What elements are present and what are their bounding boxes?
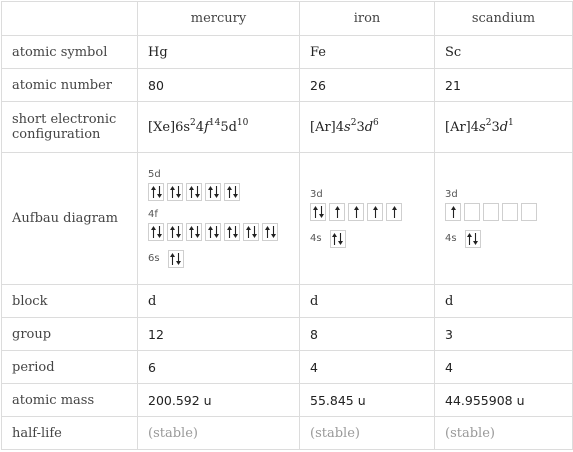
cell-value: 4 — [300, 351, 435, 384]
arrow-down-icon — [473, 233, 478, 245]
orbital-boxes — [445, 203, 562, 221]
orbital-box — [243, 223, 259, 241]
column-header-scandium: scandium — [435, 2, 573, 36]
config-scandium — [435, 102, 573, 153]
orbital-box — [148, 223, 164, 241]
orbital-box — [224, 223, 240, 241]
config-text: [Ar]4 — [445, 119, 480, 135]
arrow-down-icon — [176, 253, 181, 265]
arrow-up-icon — [354, 206, 359, 218]
orbital-box — [465, 230, 481, 248]
cell-value: 200.592 u — [138, 384, 300, 417]
row-label-aufbau: Aufbau diagram — [2, 153, 138, 285]
orbital-box — [330, 230, 346, 248]
row-label-electronic-configuration — [2, 102, 138, 153]
orbital-boxes — [465, 230, 484, 248]
config-text: [Xe]6s — [148, 119, 191, 135]
orbital-boxes — [330, 230, 349, 248]
cell-value: Sc — [435, 36, 573, 69]
orbital-label: 3d — [445, 188, 458, 200]
arrow-up-icon — [373, 206, 378, 218]
arrow-down-icon — [157, 226, 162, 238]
arrow-up-icon — [189, 226, 194, 238]
config-mercury — [138, 102, 300, 153]
orbital-label: 3d — [310, 188, 323, 200]
config-text: 3 — [356, 119, 365, 135]
cell-value: (stable) — [435, 417, 573, 450]
config-text: 4 — [195, 119, 205, 135]
config-text: d — [499, 119, 509, 135]
label-line: configuration — [12, 127, 101, 142]
table-row — [2, 351, 573, 384]
arrow-up-icon — [208, 186, 213, 198]
aufbau-diagram — [310, 190, 424, 248]
aufbau-diagram — [148, 170, 289, 268]
config-text: s — [344, 119, 351, 135]
orbital-group — [310, 190, 424, 221]
row-label-half-life: half-life — [2, 417, 138, 450]
cell-value: 44.955908 u — [435, 384, 573, 417]
config-text: d — [364, 119, 374, 135]
row-label-block: block — [2, 285, 138, 318]
arrow-up-icon — [208, 226, 213, 238]
arrow-up-icon — [246, 226, 251, 238]
orbital-box — [168, 250, 184, 268]
config-text: s — [479, 119, 486, 135]
orbital-box — [483, 203, 499, 221]
table-row — [2, 384, 573, 417]
table-row — [2, 102, 573, 153]
arrow-down-icon — [214, 186, 219, 198]
cell-value: Fe — [300, 36, 435, 69]
orbital-box — [386, 203, 402, 221]
config-exp: 1 — [508, 117, 514, 128]
orbital-group — [148, 170, 289, 201]
table-row — [2, 153, 573, 285]
orbital-box — [502, 203, 518, 221]
orbital-boxes — [168, 250, 187, 268]
orbital-box — [464, 203, 480, 221]
arrow-down-icon — [271, 226, 276, 238]
orbital-label: 4s — [445, 232, 457, 244]
cell-value: 55.845 u — [300, 384, 435, 417]
orbital-box — [167, 183, 183, 201]
cell-value: Hg — [138, 36, 300, 69]
arrow-up-icon — [332, 233, 337, 245]
arrow-up-icon — [151, 226, 156, 238]
cell-value: 80 — [138, 69, 300, 102]
row-label-atomic-symbol: atomic symbol — [2, 36, 138, 69]
orbital-label: 4s — [310, 232, 322, 244]
table-row — [2, 318, 573, 351]
row-label-atomic-number: atomic number — [2, 69, 138, 102]
orbital-box — [310, 203, 326, 221]
arrow-down-icon — [338, 233, 343, 245]
header-row — [2, 2, 573, 36]
orbital-box — [186, 223, 202, 241]
config-text: 5d — [220, 119, 237, 135]
config-exp: 14 — [208, 117, 221, 128]
orbital-group — [310, 230, 424, 248]
orbital-box — [367, 203, 383, 221]
config-exp: 6 — [373, 117, 379, 128]
row-label-atomic-mass: atomic mass — [2, 384, 138, 417]
orbital-group — [445, 230, 562, 248]
arrow-up-icon — [451, 206, 456, 218]
config-exp: 10 — [236, 117, 249, 128]
arrow-up-icon — [227, 226, 232, 238]
orbital-label: 6s — [148, 252, 160, 264]
aufbau-iron — [300, 153, 435, 285]
arrow-up-icon — [170, 186, 175, 198]
column-header-mercury: mercury — [138, 2, 300, 36]
config-exp: 2 — [190, 117, 196, 128]
cell-value: 21 — [435, 69, 573, 102]
table-row — [2, 69, 573, 102]
orbital-boxes — [310, 203, 424, 221]
cell-value: 4 — [435, 351, 573, 384]
arrow-up-icon — [313, 206, 318, 218]
element-comparison-table — [1, 1, 573, 450]
orbital-boxes — [148, 223, 289, 241]
orbital-box — [262, 223, 278, 241]
arrow-up-icon — [392, 206, 397, 218]
config-text: f — [204, 119, 209, 135]
arrow-up-icon — [189, 186, 194, 198]
cell-value: 12 — [138, 318, 300, 351]
cell-value: d — [435, 285, 573, 318]
orbital-label: 4f — [148, 208, 158, 220]
cell-value: 8 — [300, 318, 435, 351]
row-label-period: period — [2, 351, 138, 384]
aufbau-mercury — [138, 153, 300, 285]
cell-value: (stable) — [138, 417, 300, 450]
arrow-up-icon — [227, 186, 232, 198]
row-label-group: group — [2, 318, 138, 351]
aufbau-diagram — [445, 190, 562, 248]
orbital-box — [224, 183, 240, 201]
orbital-group — [445, 190, 562, 221]
config-text: 3 — [491, 119, 500, 135]
orbital-box — [445, 203, 461, 221]
config-exp: 2 — [485, 117, 492, 128]
cell-value: d — [300, 285, 435, 318]
orbital-box — [205, 223, 221, 241]
arrow-down-icon — [157, 186, 162, 198]
config-iron — [300, 102, 435, 153]
aufbau-scandium — [435, 153, 573, 285]
orbital-box — [167, 223, 183, 241]
table-row — [2, 417, 573, 450]
orbital-label: 5d — [148, 168, 161, 180]
arrow-down-icon — [176, 186, 181, 198]
orbital-group — [148, 210, 289, 241]
cell-value: (stable) — [300, 417, 435, 450]
arrow-down-icon — [195, 226, 200, 238]
cell-value: 3 — [435, 318, 573, 351]
arrow-up-icon — [151, 186, 156, 198]
orbital-box — [148, 183, 164, 201]
config-text: [Ar]4 — [310, 119, 345, 135]
orbital-box — [205, 183, 221, 201]
orbital-boxes — [148, 183, 289, 201]
orbital-box — [521, 203, 537, 221]
arrow-up-icon — [170, 226, 175, 238]
arrow-down-icon — [233, 226, 238, 238]
orbital-box — [329, 203, 345, 221]
orbital-group — [148, 250, 289, 268]
orbital-box — [186, 183, 202, 201]
arrow-up-icon — [170, 253, 175, 265]
arrow-down-icon — [176, 226, 181, 238]
cell-value: d — [138, 285, 300, 318]
table-row — [2, 285, 573, 318]
arrow-up-icon — [467, 233, 472, 245]
arrow-up-icon — [335, 206, 340, 218]
orbital-box — [348, 203, 364, 221]
cell-value: 26 — [300, 69, 435, 102]
arrow-down-icon — [195, 186, 200, 198]
table-row — [2, 36, 573, 69]
config-exp: 2 — [350, 117, 357, 128]
arrow-down-icon — [252, 226, 257, 238]
arrow-down-icon — [214, 226, 219, 238]
column-header-iron: iron — [300, 2, 435, 36]
label-line: short electronic — [12, 112, 117, 127]
cell-value: 6 — [138, 351, 300, 384]
arrow-up-icon — [265, 226, 270, 238]
corner-cell — [2, 2, 138, 36]
arrow-down-icon — [233, 186, 238, 198]
arrow-down-icon — [319, 206, 324, 218]
